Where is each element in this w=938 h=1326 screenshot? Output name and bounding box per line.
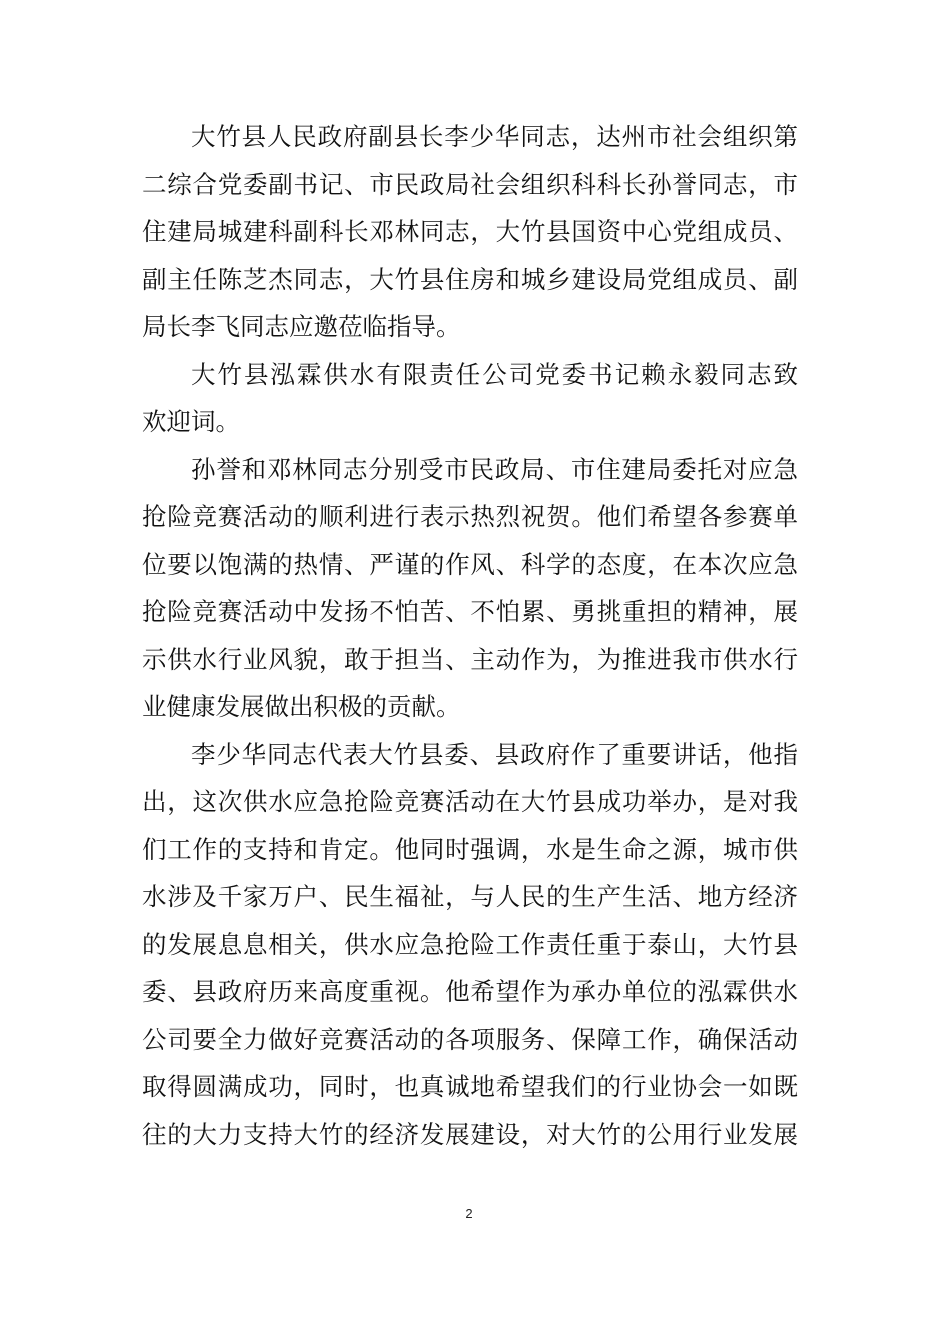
text-line: 公司要全力做好竞赛活动的各项服务、保障工作，确保活动 [142, 1024, 798, 1054]
text-line: 二综合党委副书记、市民政局社会组织科科长孙誉同志，市 [142, 169, 798, 199]
text-line: 孙誉和邓林同志分别受市民政局、市住建局委托对应急 [191, 454, 798, 484]
text-line: 大竹县泓霖供水有限责任公司党委书记赖永毅同志致 [191, 359, 798, 389]
text-line: 取得圆满成功，同时，也真诚地希望我们的行业协会一如既 [142, 1072, 798, 1101]
text-line: 业健康发展做出积极的贡献。 [142, 692, 461, 721]
text-line: 住建局城建科副科长邓林同志，大竹县国资中心党组成员、 [142, 217, 798, 246]
text-line: 抢险竞赛活动的顺利进行表示热烈祝贺。他们希望各参赛单 [142, 502, 798, 531]
text-line: 的发展息息相关，供水应急抢险工作责任重于泰山，大竹县 [142, 929, 798, 959]
text-line: 副主任陈芝杰同志，大竹县住房和城乡建设局党组成员、副 [142, 264, 798, 294]
text-line: 委、县政府历来高度重视。他希望作为承办单位的泓霖供水 [142, 977, 798, 1006]
page-number: 2 [465, 1206, 473, 1221]
text-line: 往的大力支持大竹的经济发展建设，对大竹的公用行业发展 [142, 1119, 798, 1149]
text-line: 水涉及千家万户、民生福祉，与人民的生产生活、地方经济 [142, 882, 798, 911]
text-line: 李少华同志代表大竹县委、县政府作了重要讲话，他指 [191, 739, 798, 769]
text-line: 出，这次供水应急抢险竞赛活动在大竹县成功举办，是对我 [142, 787, 798, 816]
text-line: 局长李飞同志应邀莅临指导。 [142, 312, 461, 341]
text-line: 大竹县人民政府副县长李少华同志，达州市社会组织第 [191, 122, 798, 151]
text-line: 欢迎词。 [142, 407, 240, 436]
text-line: 们工作的支持和肯定。他同时强调，水是生命之源，城市供 [142, 834, 798, 864]
text-line: 抢险竞赛活动中发扬不怕苦、不怕累、勇挑重担的精神，展 [142, 597, 798, 626]
text-line: 位要以饱满的热情、严谨的作风、科学的态度，在本次应急 [142, 549, 798, 579]
text-line: 示供水行业风貌，敢于担当、主动作为，为推进我市供水行 [142, 644, 798, 674]
body-text [142, 113, 798, 1158]
